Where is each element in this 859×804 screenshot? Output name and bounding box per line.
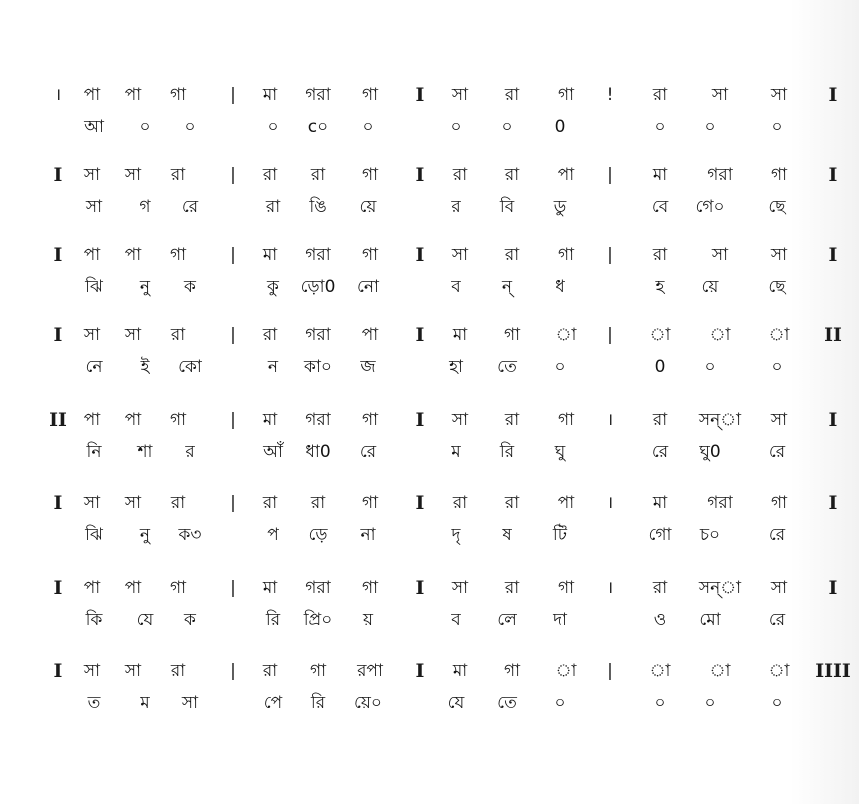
lyric-row (0, 605, 859, 635)
lyric-syllable: নে (85, 357, 103, 377)
lyric-syllable: ব (451, 610, 461, 630)
lyric-syllable: তে (497, 693, 517, 713)
swara-row (0, 320, 859, 350)
bar-line: । (606, 493, 614, 513)
lyric-syllable: ড়ে (308, 525, 328, 545)
swara-note: সা (451, 578, 469, 598)
swara-note: রা (170, 325, 186, 345)
swara-note: পা (83, 245, 101, 265)
swara-note: সা (770, 245, 788, 265)
bar-line: II (49, 409, 67, 431)
swara-note: সা (451, 85, 469, 105)
lyric-syllable: রে (768, 610, 786, 630)
lyric-syllable: দা (553, 610, 567, 630)
swara-note: গা (169, 85, 187, 105)
lyric-syllable: ধা0 (305, 442, 331, 462)
swara-note: রা (652, 410, 668, 430)
bar-line: | (230, 410, 236, 430)
bar-line: | (607, 245, 613, 265)
lyric-syllable: ড়ো0 (300, 277, 336, 297)
bar-line: I (828, 577, 838, 599)
bar-line: ! (606, 85, 614, 105)
lyric-syllable: ষ (502, 525, 512, 545)
swara-note: রা (310, 493, 326, 513)
swara-note: সা (83, 661, 101, 681)
swara-note: সন্া (698, 410, 742, 430)
swara-note: রপা (357, 661, 383, 681)
bar-line: I (415, 324, 425, 346)
lyric-syllable: ও (653, 610, 667, 630)
lyric-syllable: কু (267, 277, 279, 297)
lyric-syllable: সা (85, 197, 103, 217)
lyric-syllable: তে (497, 357, 517, 377)
swara-note: গা (557, 85, 575, 105)
swara-note: গা (361, 410, 379, 430)
lyric-row (0, 437, 859, 467)
swara-note: সা (83, 493, 101, 513)
lyric-syllable: ই (140, 357, 150, 377)
lyric-syllable: য়ে০ (354, 693, 382, 713)
lyric-syllable: ০ (362, 117, 374, 137)
swara-note: সা (124, 165, 142, 185)
swara-note: গা (361, 493, 379, 513)
lyric-syllable: টি (552, 525, 568, 545)
bar-line: । (54, 85, 62, 105)
swara-note: রা (504, 165, 520, 185)
swara-note: া (709, 325, 731, 345)
swara-note: মা (262, 578, 278, 598)
lyric-syllable: ক (184, 277, 196, 297)
swara-row (0, 160, 859, 190)
swara-note: গরা (707, 165, 733, 185)
bar-line: | (230, 245, 236, 265)
swara-note: গা (169, 578, 187, 598)
lyric-syllable: গো (648, 525, 672, 545)
swara-note: গা (770, 493, 788, 513)
notation-block (0, 488, 859, 568)
swara-note: রা (652, 85, 668, 105)
lyric-syllable: রি (499, 442, 515, 462)
bar-line: I (415, 409, 425, 431)
swara-note: সা (770, 578, 788, 598)
notation-block (0, 240, 859, 320)
swara-row (0, 656, 859, 686)
lyric-syllable: রে (651, 442, 669, 462)
lyric-syllable: য়ে (701, 277, 719, 297)
lyric-syllable: 0 (654, 357, 666, 377)
swara-note: রা (452, 165, 468, 185)
lyric-syllable: 0 (554, 117, 566, 137)
lyric-syllable: ঘু (554, 442, 566, 462)
bar-line: I (53, 577, 63, 599)
lyric-syllable: ০ (267, 117, 279, 137)
notation-block (0, 80, 859, 160)
swara-note: পা (361, 325, 379, 345)
lyric-syllable: ম (140, 693, 150, 713)
lyric-syllable: আঁ (263, 442, 283, 462)
bar-line: । (606, 578, 614, 598)
lyric-syllable: ০ (704, 117, 716, 137)
swara-note: সা (711, 245, 729, 265)
swara-note: রা (262, 325, 278, 345)
swara-note: গা (169, 410, 187, 430)
lyric-syllable: রি (265, 610, 281, 630)
swara-note: রা (652, 245, 668, 265)
lyric-syllable: ব (451, 277, 461, 297)
lyric-syllable: ০ (139, 117, 151, 137)
swara-note: মা (452, 325, 468, 345)
swara-note: মা (452, 661, 468, 681)
swara-note: মা (262, 410, 278, 430)
lyric-syllable: শা (137, 442, 153, 462)
swara-note: সা (770, 410, 788, 430)
lyric-syllable: ০ (771, 117, 783, 137)
swara-note: মা (652, 493, 668, 513)
swara-note: গা (361, 165, 379, 185)
lyric-syllable: ম (451, 442, 461, 462)
bar-line: II (824, 324, 842, 346)
swara-note: রা (262, 661, 278, 681)
lyric-row (0, 192, 859, 222)
swara-note: পা (124, 410, 142, 430)
swara-note: রা (504, 85, 520, 105)
bar-line: I (53, 492, 63, 514)
notation-block (0, 320, 859, 400)
swara-note: রা (262, 493, 278, 513)
bar-line: | (230, 325, 236, 345)
lyric-syllable: সা (181, 693, 199, 713)
bar-line: | (230, 661, 236, 681)
swara-note: গরা (305, 410, 331, 430)
lyric-syllable: যে (136, 610, 154, 630)
bar-line: I (415, 164, 425, 186)
swara-note: া (709, 661, 731, 681)
lyric-syllable: ছে (768, 277, 786, 297)
swara-note: রা (310, 165, 326, 185)
swara-note: সা (124, 661, 142, 681)
lyric-syllable: প (267, 525, 279, 545)
lyric-syllable: রি (310, 693, 326, 713)
swara-note: সা (451, 410, 469, 430)
swara-note: পা (83, 410, 101, 430)
lyric-syllable: ০ (501, 117, 513, 137)
swara-note: গরা (707, 493, 733, 513)
lyric-syllable: প্রি০ (303, 610, 333, 630)
lyric-syllable: ন্ (501, 277, 513, 297)
bar-line: I (415, 660, 425, 682)
swara-note: পা (124, 85, 142, 105)
lyric-syllable: মো (699, 610, 721, 630)
swara-note: গরা (305, 578, 331, 598)
swara-note: া (649, 325, 671, 345)
lyric-syllable: ০ (771, 357, 783, 377)
bar-line: I (53, 660, 63, 682)
lyric-syllable: ঘু0 (699, 442, 721, 462)
lyric-syllable: ঝি (85, 525, 103, 545)
bar-line: IIII (815, 660, 851, 682)
lyric-syllable: ক (184, 610, 196, 630)
lyric-syllable: ০ (704, 693, 716, 713)
lyric-syllable: আ (84, 117, 104, 137)
swara-note: রা (170, 165, 186, 185)
bar-line: I (828, 244, 838, 266)
swara-note: রা (504, 410, 520, 430)
lyric-syllable: দৃ (451, 525, 461, 545)
swara-note: রা (504, 578, 520, 598)
lyric-syllable: ন (267, 357, 279, 377)
lyric-syllable: রে (768, 442, 786, 462)
bar-line: I (53, 164, 63, 186)
lyric-syllable: রে (768, 525, 786, 545)
swara-note: পা (83, 85, 101, 105)
lyric-syllable: য় (362, 610, 374, 630)
lyric-syllable: ০ (554, 357, 566, 377)
swara-note: গা (557, 245, 575, 265)
lyric-syllable: নু (139, 525, 151, 545)
lyric-syllable: র (451, 197, 461, 217)
swara-note: গা (361, 245, 379, 265)
bar-line: I (828, 84, 838, 106)
swara-note: রা (504, 493, 520, 513)
bar-line: I (415, 577, 425, 599)
lyric-syllable: যে (447, 693, 465, 713)
lyric-syllable: লে (497, 610, 517, 630)
lyric-syllable: ০ (450, 117, 462, 137)
bar-line: | (230, 578, 236, 598)
swara-note: রা (262, 165, 278, 185)
lyric-syllable: রে (359, 442, 377, 462)
swara-note: সা (124, 325, 142, 345)
swara-note: গা (503, 661, 521, 681)
lyric-syllable: হ (655, 277, 665, 297)
lyric-row (0, 272, 859, 302)
swara-note: রা (170, 661, 186, 681)
notation-block (0, 405, 859, 485)
bar-line: । (606, 410, 614, 430)
lyric-syllable: নি (86, 442, 102, 462)
notation-block (0, 656, 859, 736)
swara-note: রা (504, 245, 520, 265)
lyric-syllable: রা (265, 197, 281, 217)
lyric-syllable: ত (87, 693, 101, 713)
lyric-syllable: য়ে (359, 197, 377, 217)
lyric-syllable: ঝি (85, 277, 103, 297)
lyric-syllable: নু (139, 277, 151, 297)
lyric-syllable: c০ (307, 117, 329, 137)
lyric-row (0, 520, 859, 550)
lyric-syllable: ছে (768, 197, 786, 217)
swara-note: পা (124, 245, 142, 265)
swara-note: সা (83, 325, 101, 345)
swara-note: গরা (305, 245, 331, 265)
bar-line: I (415, 84, 425, 106)
swara-note: গা (309, 661, 327, 681)
swara-note: গা (557, 578, 575, 598)
lyric-syllable: ডু (553, 197, 567, 217)
swara-note: পা (557, 165, 575, 185)
bar-line: I (828, 492, 838, 514)
swara-note: গরা (305, 85, 331, 105)
bar-line: I (828, 164, 838, 186)
swara-row (0, 573, 859, 603)
lyric-syllable: বে (651, 197, 669, 217)
lyric-syllable: নো (357, 277, 379, 297)
lyric-syllable: চ০ (699, 525, 721, 545)
lyric-syllable: জ (360, 357, 376, 377)
lyric-syllable: গ (139, 197, 151, 217)
swara-note: মা (652, 165, 668, 185)
lyric-syllable: কা০ (304, 357, 332, 377)
bar-line: | (607, 325, 613, 345)
lyric-syllable: ক৩ (178, 525, 202, 545)
swara-row (0, 240, 859, 270)
lyric-syllable: গে০ (695, 197, 725, 217)
swara-note: পা (124, 578, 142, 598)
bar-line: I (415, 492, 425, 514)
swara-note: সা (711, 85, 729, 105)
swara-note: া (768, 325, 790, 345)
lyric-syllable: পে (263, 693, 283, 713)
swara-note: সা (770, 85, 788, 105)
swara-row (0, 488, 859, 518)
swara-note: মা (262, 245, 278, 265)
swara-note: সা (124, 493, 142, 513)
lyric-syllable: ০ (654, 693, 666, 713)
lyric-syllable: কি (85, 610, 103, 630)
swara-note: রা (452, 493, 468, 513)
bar-line: | (230, 85, 236, 105)
swara-note: া (555, 661, 577, 681)
swara-note: সন্া (698, 578, 742, 598)
lyric-syllable: ঙি (309, 197, 327, 217)
lyric-syllable: ০ (704, 357, 716, 377)
swara-note: পা (83, 578, 101, 598)
bar-line: | (230, 165, 236, 185)
swara-note: গা (361, 85, 379, 105)
lyric-syllable: না (360, 525, 376, 545)
swara-note: সা (83, 165, 101, 185)
swara-note: রা (170, 493, 186, 513)
swara-row (0, 80, 859, 110)
swara-note: রা (652, 578, 668, 598)
lyric-syllable: ০ (654, 117, 666, 137)
swara-note: গা (503, 325, 521, 345)
swara-note: া (555, 325, 577, 345)
lyric-syllable: কো (178, 357, 202, 377)
bar-line: I (53, 244, 63, 266)
bar-line: | (230, 493, 236, 513)
lyric-row (0, 112, 859, 142)
swara-note: পা (557, 493, 575, 513)
bar-line: I (415, 244, 425, 266)
swara-note: া (649, 661, 671, 681)
swara-row (0, 405, 859, 435)
bar-line: I (828, 409, 838, 431)
bar-line: I (53, 324, 63, 346)
lyric-syllable: ০ (771, 693, 783, 713)
lyric-syllable: রে (181, 197, 199, 217)
lyric-row (0, 352, 859, 382)
lyric-syllable: হা (449, 357, 463, 377)
lyric-syllable: ধ (555, 277, 565, 297)
lyric-syllable: ০ (184, 117, 196, 137)
lyric-syllable: বি (499, 197, 515, 217)
swara-note: গরা (305, 325, 331, 345)
lyric-row (0, 688, 859, 718)
swara-note: গা (361, 578, 379, 598)
lyric-syllable: ০ (554, 693, 566, 713)
swara-note: া (768, 661, 790, 681)
swara-note: গা (169, 245, 187, 265)
swara-note: গা (557, 410, 575, 430)
swara-note: গা (770, 165, 788, 185)
bar-line: | (607, 165, 613, 185)
notation-block (0, 573, 859, 653)
lyric-syllable: র (185, 442, 195, 462)
notation-block (0, 160, 859, 240)
swara-note: মা (262, 85, 278, 105)
swara-note: সা (451, 245, 469, 265)
bar-line: | (607, 661, 613, 681)
